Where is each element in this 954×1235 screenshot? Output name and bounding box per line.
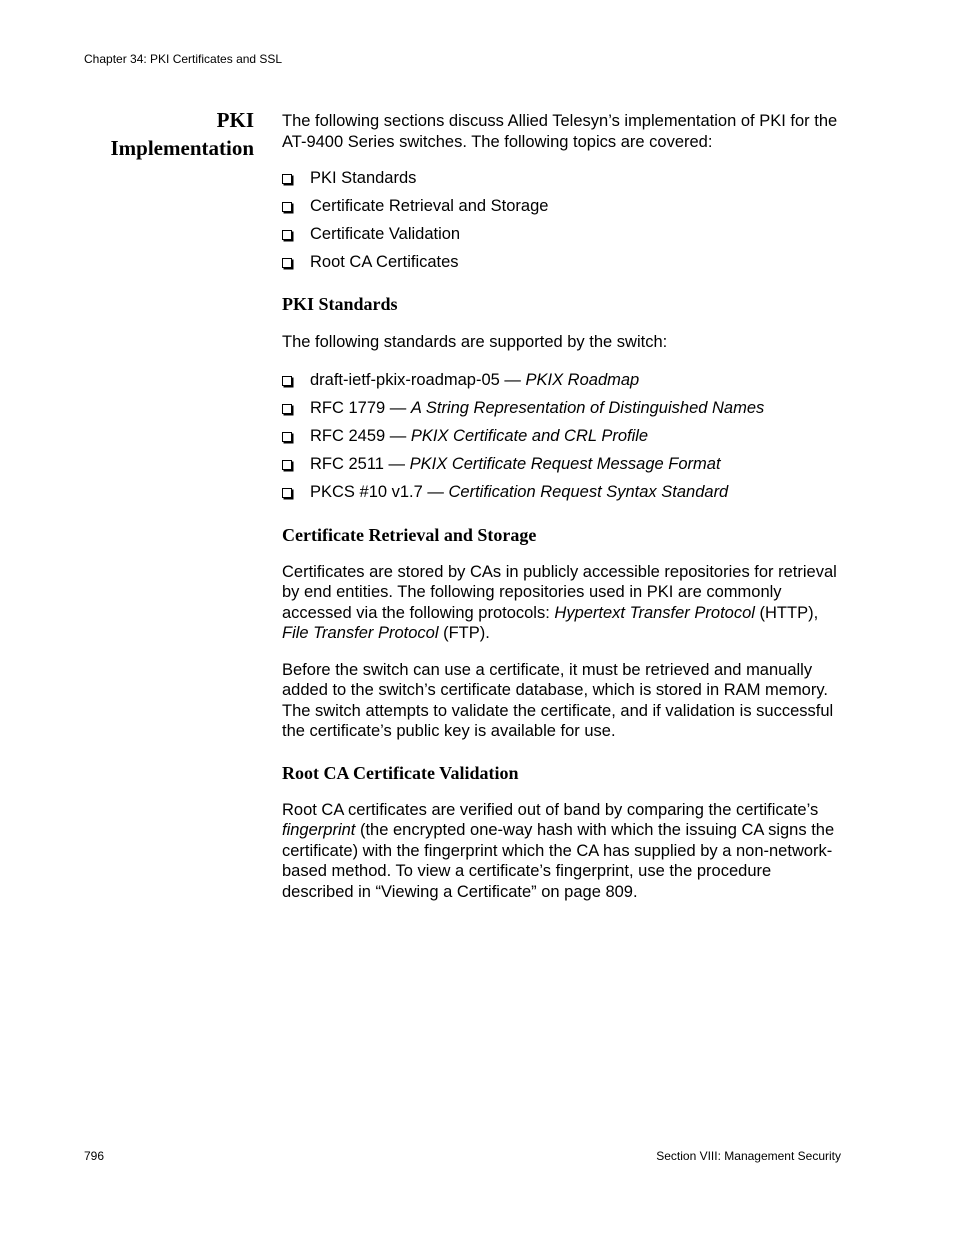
intro-paragraph: The following sections discuss Allied Telesyn’s implementation of PKI for the AT-9400 Series switches. The following topics are covered:: [282, 112, 838, 151]
list-item: Certificate Retrieval and Storage: [282, 196, 842, 224]
retrieval-heading: Certificate Retrieval and Storage: [282, 524, 537, 545]
checkbox-bullet-icon: [282, 258, 292, 268]
main-content: [282, 111, 842, 902]
checkbox-bullet-icon: [282, 488, 292, 498]
list-item: Certificate Validation: [282, 224, 842, 252]
checkbox-bullet-icon: [282, 174, 292, 184]
running-header: Chapter 34: PKI Certificates and SSL: [84, 52, 283, 66]
standards-intro: The following standards are supported by the switch:: [282, 333, 668, 351]
checkbox-bullet-icon: [282, 460, 292, 470]
list-item: RFC 1779 — A String Representation of Distinguished Names: [282, 398, 842, 426]
section-heading-line2: Implementation: [110, 136, 254, 160]
list-item: Root CA Certificates: [282, 252, 842, 280]
section-heading-line1: PKI: [216, 108, 254, 132]
retrieval-paragraph-1: Certificates are stored by CAs in publicly accessible repositories for retrieval by end entities. The following repositories used in PKI are commonly accessed via the following protocols: Hypertext Transfer Protocol (HTTP), File Transfer Protocol (FTP).: [282, 562, 837, 642]
list-item: RFC 2511 — PKIX Certificate Request Message Format: [282, 454, 842, 482]
checkbox-bullet-icon: [282, 230, 292, 240]
standards-list: [282, 370, 842, 510]
checkbox-bullet-icon: [282, 404, 292, 414]
list-item: RFC 2459 — PKIX Certificate and CRL Profile: [282, 426, 842, 454]
root-ca-paragraph: Root CA certificates are verified out of band by comparing the certificate’s fingerprint (the encrypted one-way hash with which the issuing CA signs the certificate) with the fingerprint which the CA has supplied by a non-network-based method. To view a certificate’s fingerprint, use the procedure described in “Viewing a Certificate” on page 809.: [282, 800, 835, 901]
list-item: PKCS #10 v1.7 — Certification Request Syntax Standard: [282, 482, 842, 510]
checkbox-bullet-icon: [282, 202, 292, 212]
list-item: draft-ietf-pkix-roadmap-05 — PKIX Roadmap: [282, 370, 842, 398]
checkbox-bullet-icon: [282, 376, 292, 386]
topics-list: [282, 168, 842, 280]
list-item: PKI Standards: [282, 168, 842, 196]
checkbox-bullet-icon: [282, 432, 292, 442]
root-ca-heading: Root CA Certificate Validation: [282, 762, 519, 783]
pki-standards-heading: PKI Standards: [282, 294, 398, 314]
retrieval-paragraph-2: Before the switch can use a certificate, it must be retrieved and manually added to the switch’s certificate database, which is stored in RAM memory. The switch attempts to validate the certificate, and if validation is successful the certificate’s public key is available for use.: [282, 660, 834, 740]
section-heading: [90, 106, 254, 162]
running-footer: Section VIII: Management Security: [656, 1149, 841, 1163]
page-number: 796: [84, 1149, 105, 1163]
